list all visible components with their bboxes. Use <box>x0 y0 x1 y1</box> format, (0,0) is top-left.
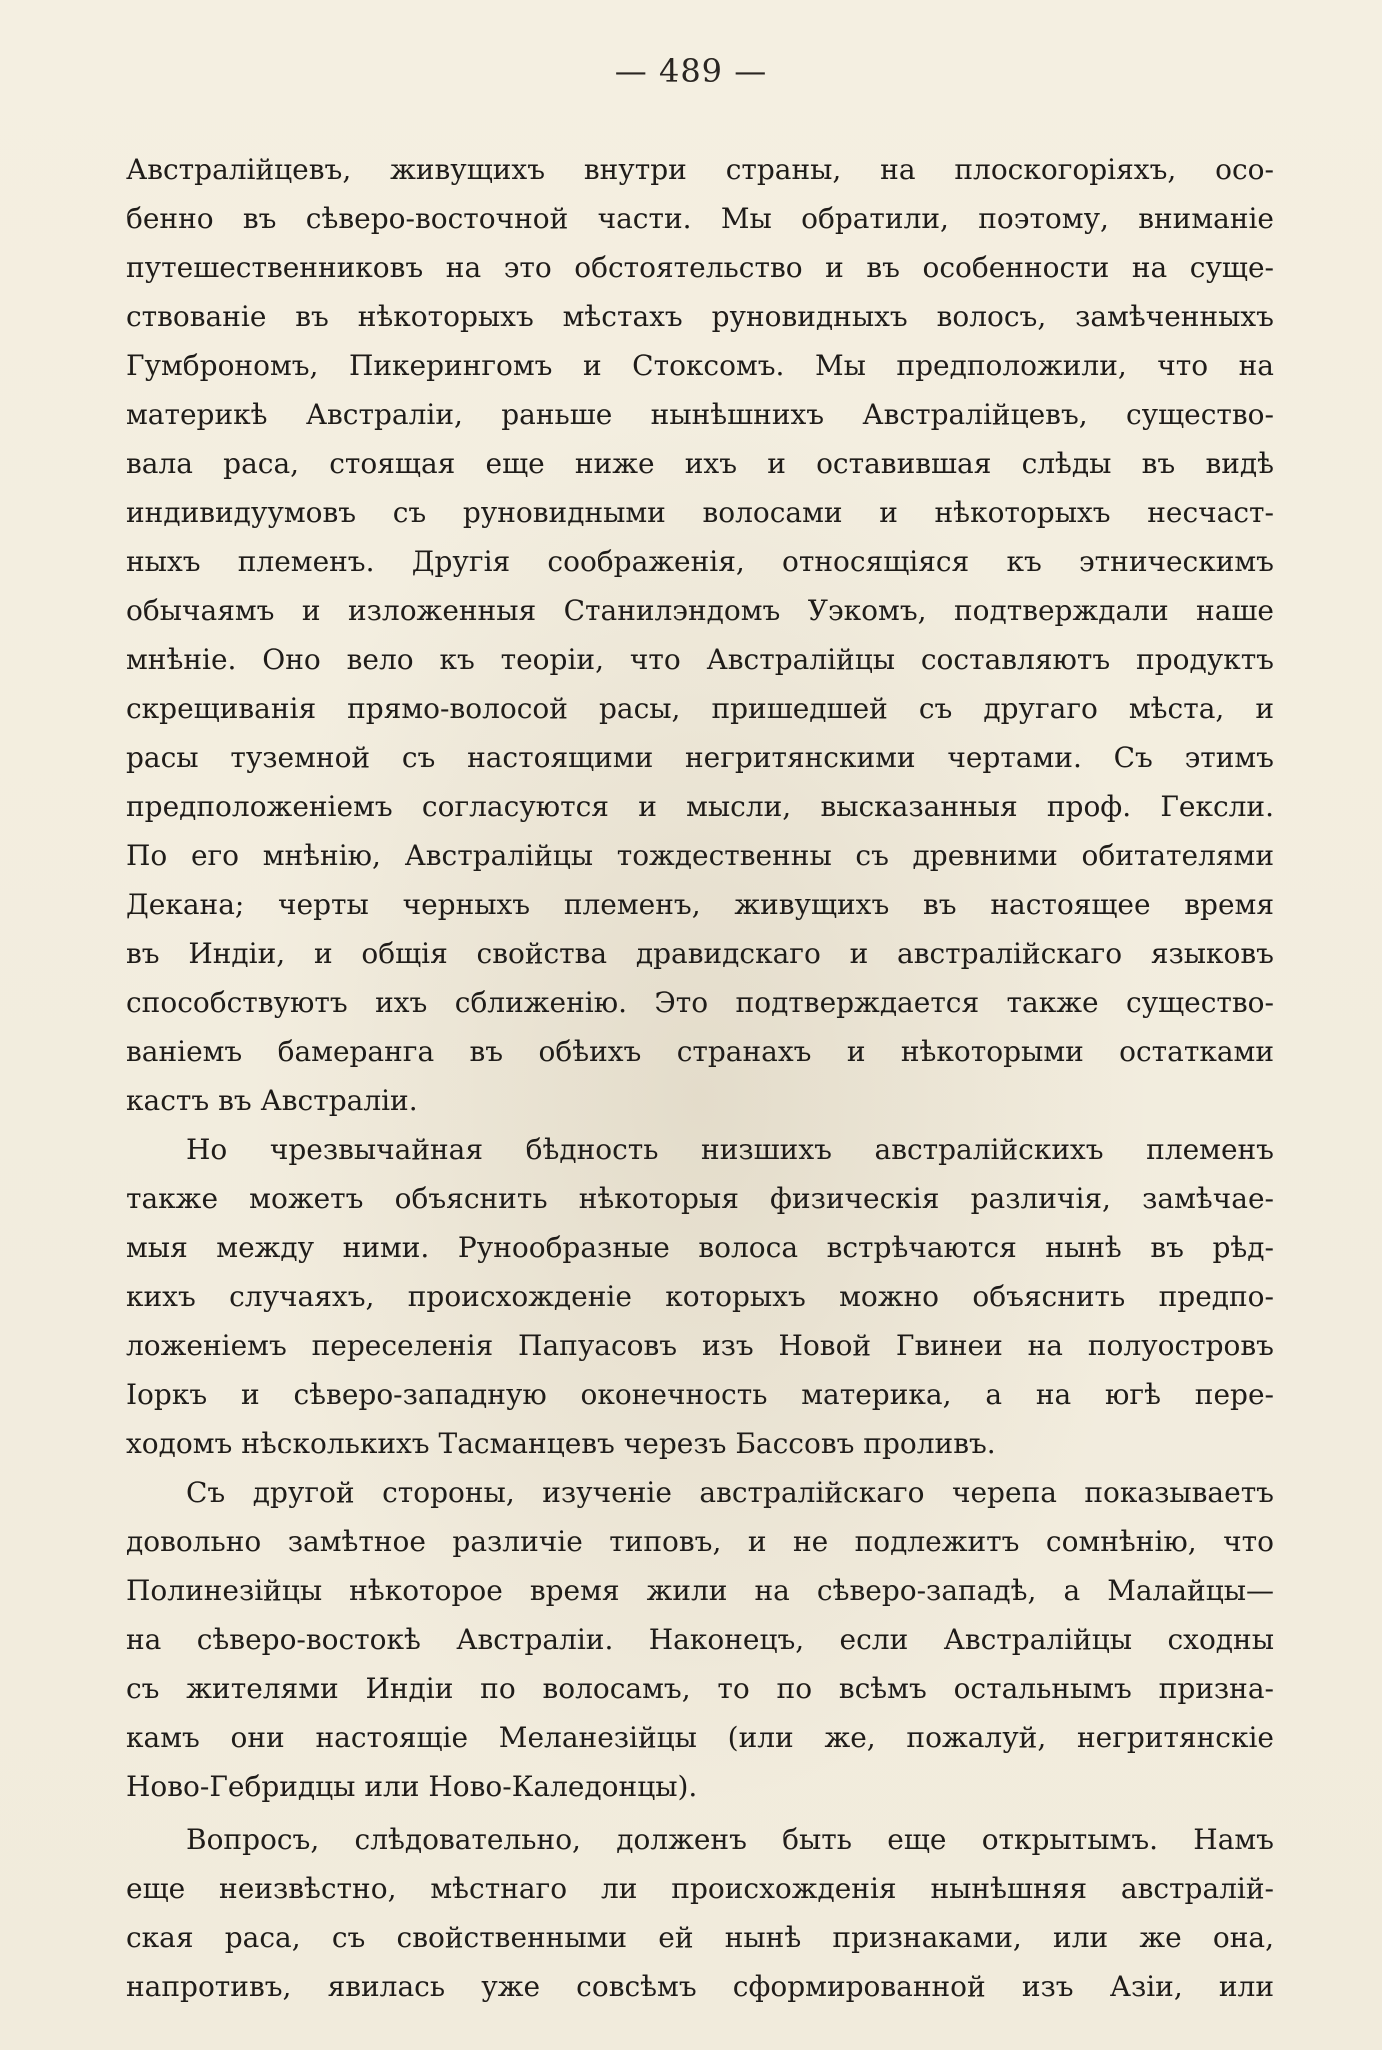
text-line: ствованіе въ нѣкоторыхъ мѣстахъ руновидныхъ волосъ, замѣченныхъ <box>126 300 1274 333</box>
text-line: кихъ случаяхъ, происхожденіе которыхъ можно объяснить предпо- <box>126 1280 1274 1313</box>
text-line: довольно замѣтное различіе типовъ, и не подлежитъ сомнѣнію, что <box>126 1525 1274 1558</box>
text-line: ская раса, съ свойственными ей нынѣ признаками, или же она, <box>126 1921 1274 1954</box>
text-line: По его мнѣнію, Австралійцы тождественны съ древними обитателями <box>126 839 1274 872</box>
text-line: расы туземной съ настоящими негритянскими чертами. Съ этимъ <box>126 741 1274 774</box>
page-number: — 489 — <box>614 52 768 90</box>
text-line: мыя между ними. Рунообразные волоса встрѣчаются нынѣ въ рѣд- <box>126 1231 1274 1264</box>
text-line: предположеніемъ согласуются и мысли, высказанныя проф. Гексли. <box>126 790 1274 823</box>
paragraph <box>126 1468 1274 1811</box>
text-line: путешественниковъ на это обстоятельство и въ особенности на суще- <box>126 251 1274 284</box>
text-line: бенно въ сѣверо-восточной части. Мы обратили, поэтому, вниманіе <box>126 202 1274 235</box>
text-line: Ново-Гебридцы или Ново-Каледонцы). <box>126 1770 698 1803</box>
text-line: ваніемъ бамеранга въ обѣихъ странахъ и нѣкоторыми остатками <box>126 1035 1274 1068</box>
body-text <box>126 145 1274 2011</box>
text-line: ходомъ нѣсколькихъ Тасманцевъ черезъ Бассовъ проливъ. <box>126 1427 996 1460</box>
text-line: Декана; черты черныхъ племенъ, живущихъ въ настоящее время <box>126 888 1274 921</box>
text-line: Полинезійцы нѣкоторое время жили на сѣверо-западѣ, а Малайцы— <box>126 1574 1274 1607</box>
text-line: вала раса, стоящая еще ниже ихъ и оставившая слѣды въ видѣ <box>126 447 1274 480</box>
text-line: обычаямъ и изложенныя Станилэндомъ Уэкомъ, подтверждали наше <box>126 594 1274 627</box>
text-line: ныхъ племенъ. Другія соображенія, относящіяся къ этническимъ <box>126 545 1274 578</box>
text-line: ложеніемъ переселенія Папуасовъ изъ Новой Гвинеи на полуостровъ <box>126 1329 1274 1362</box>
text-line: материкѣ Австраліи, раньше нынѣшнихъ Австралійцевъ, существо- <box>126 398 1274 431</box>
text-line: скрещиванія прямо-волосой расы, пришедшей съ другаго мѣста, и <box>126 692 1274 725</box>
text-line: на сѣверо-востокѣ Австраліи. Наконецъ, если Австралійцы сходны <box>126 1623 1274 1656</box>
text-line: Но чрезвычайная бѣдность низшихъ австралійскихъ племенъ <box>186 1133 1274 1166</box>
text-line: съ жителями Индіи по волосамъ, то по всѣмъ остальнымъ призна- <box>126 1672 1274 1705</box>
text-line: Съ другой стороны, изученіе австралійскаго черепа показываетъ <box>186 1476 1274 1509</box>
text-line: Австралійцевъ, живущихъ внутри страны, на плоскогоріяхъ, осо- <box>126 153 1274 186</box>
text-line: камъ они настоящіе Меланезійцы (или же, пожалуй, негритянскіе <box>126 1721 1274 1754</box>
paragraph <box>126 1125 1274 1468</box>
paragraph <box>126 145 1274 1125</box>
text-line: въ Индіи, и общія свойства дравидскаго и австралійскаго языковъ <box>126 937 1274 970</box>
text-line: индивидуумовъ съ руновидными волосами и нѣкоторыхъ несчаст- <box>126 496 1274 529</box>
text-line: кастъ въ Австраліи. <box>126 1084 418 1117</box>
text-line: мнѣніе. Оно вело къ теоріи, что Австралійцы составляютъ продуктъ <box>126 643 1274 676</box>
text-line: Іоркъ и сѣверо-западную оконечность материка, а на югѣ пере- <box>126 1378 1274 1411</box>
text-line: Гумброномъ, Пикерингомъ и Стоксомъ. Мы предположили, что на <box>126 349 1274 382</box>
text-line: напротивъ, явилась уже совсѣмъ сформированной изъ Азіи, или <box>126 1970 1274 2003</box>
text-line: еще неизвѣстно, мѣстнаго ли происхожденія нынѣшняя австралій- <box>126 1872 1274 1905</box>
text-line: Вопросъ, слѣдовательно, долженъ быть еще открытымъ. Намъ <box>186 1823 1274 1856</box>
text-line: также можетъ объяснить нѣкоторыя физическія различія, замѣчае- <box>126 1182 1274 1215</box>
text-line: способствуютъ ихъ сближенію. Это подтверждается также существо- <box>126 986 1274 1019</box>
paragraph <box>126 1815 1274 2011</box>
